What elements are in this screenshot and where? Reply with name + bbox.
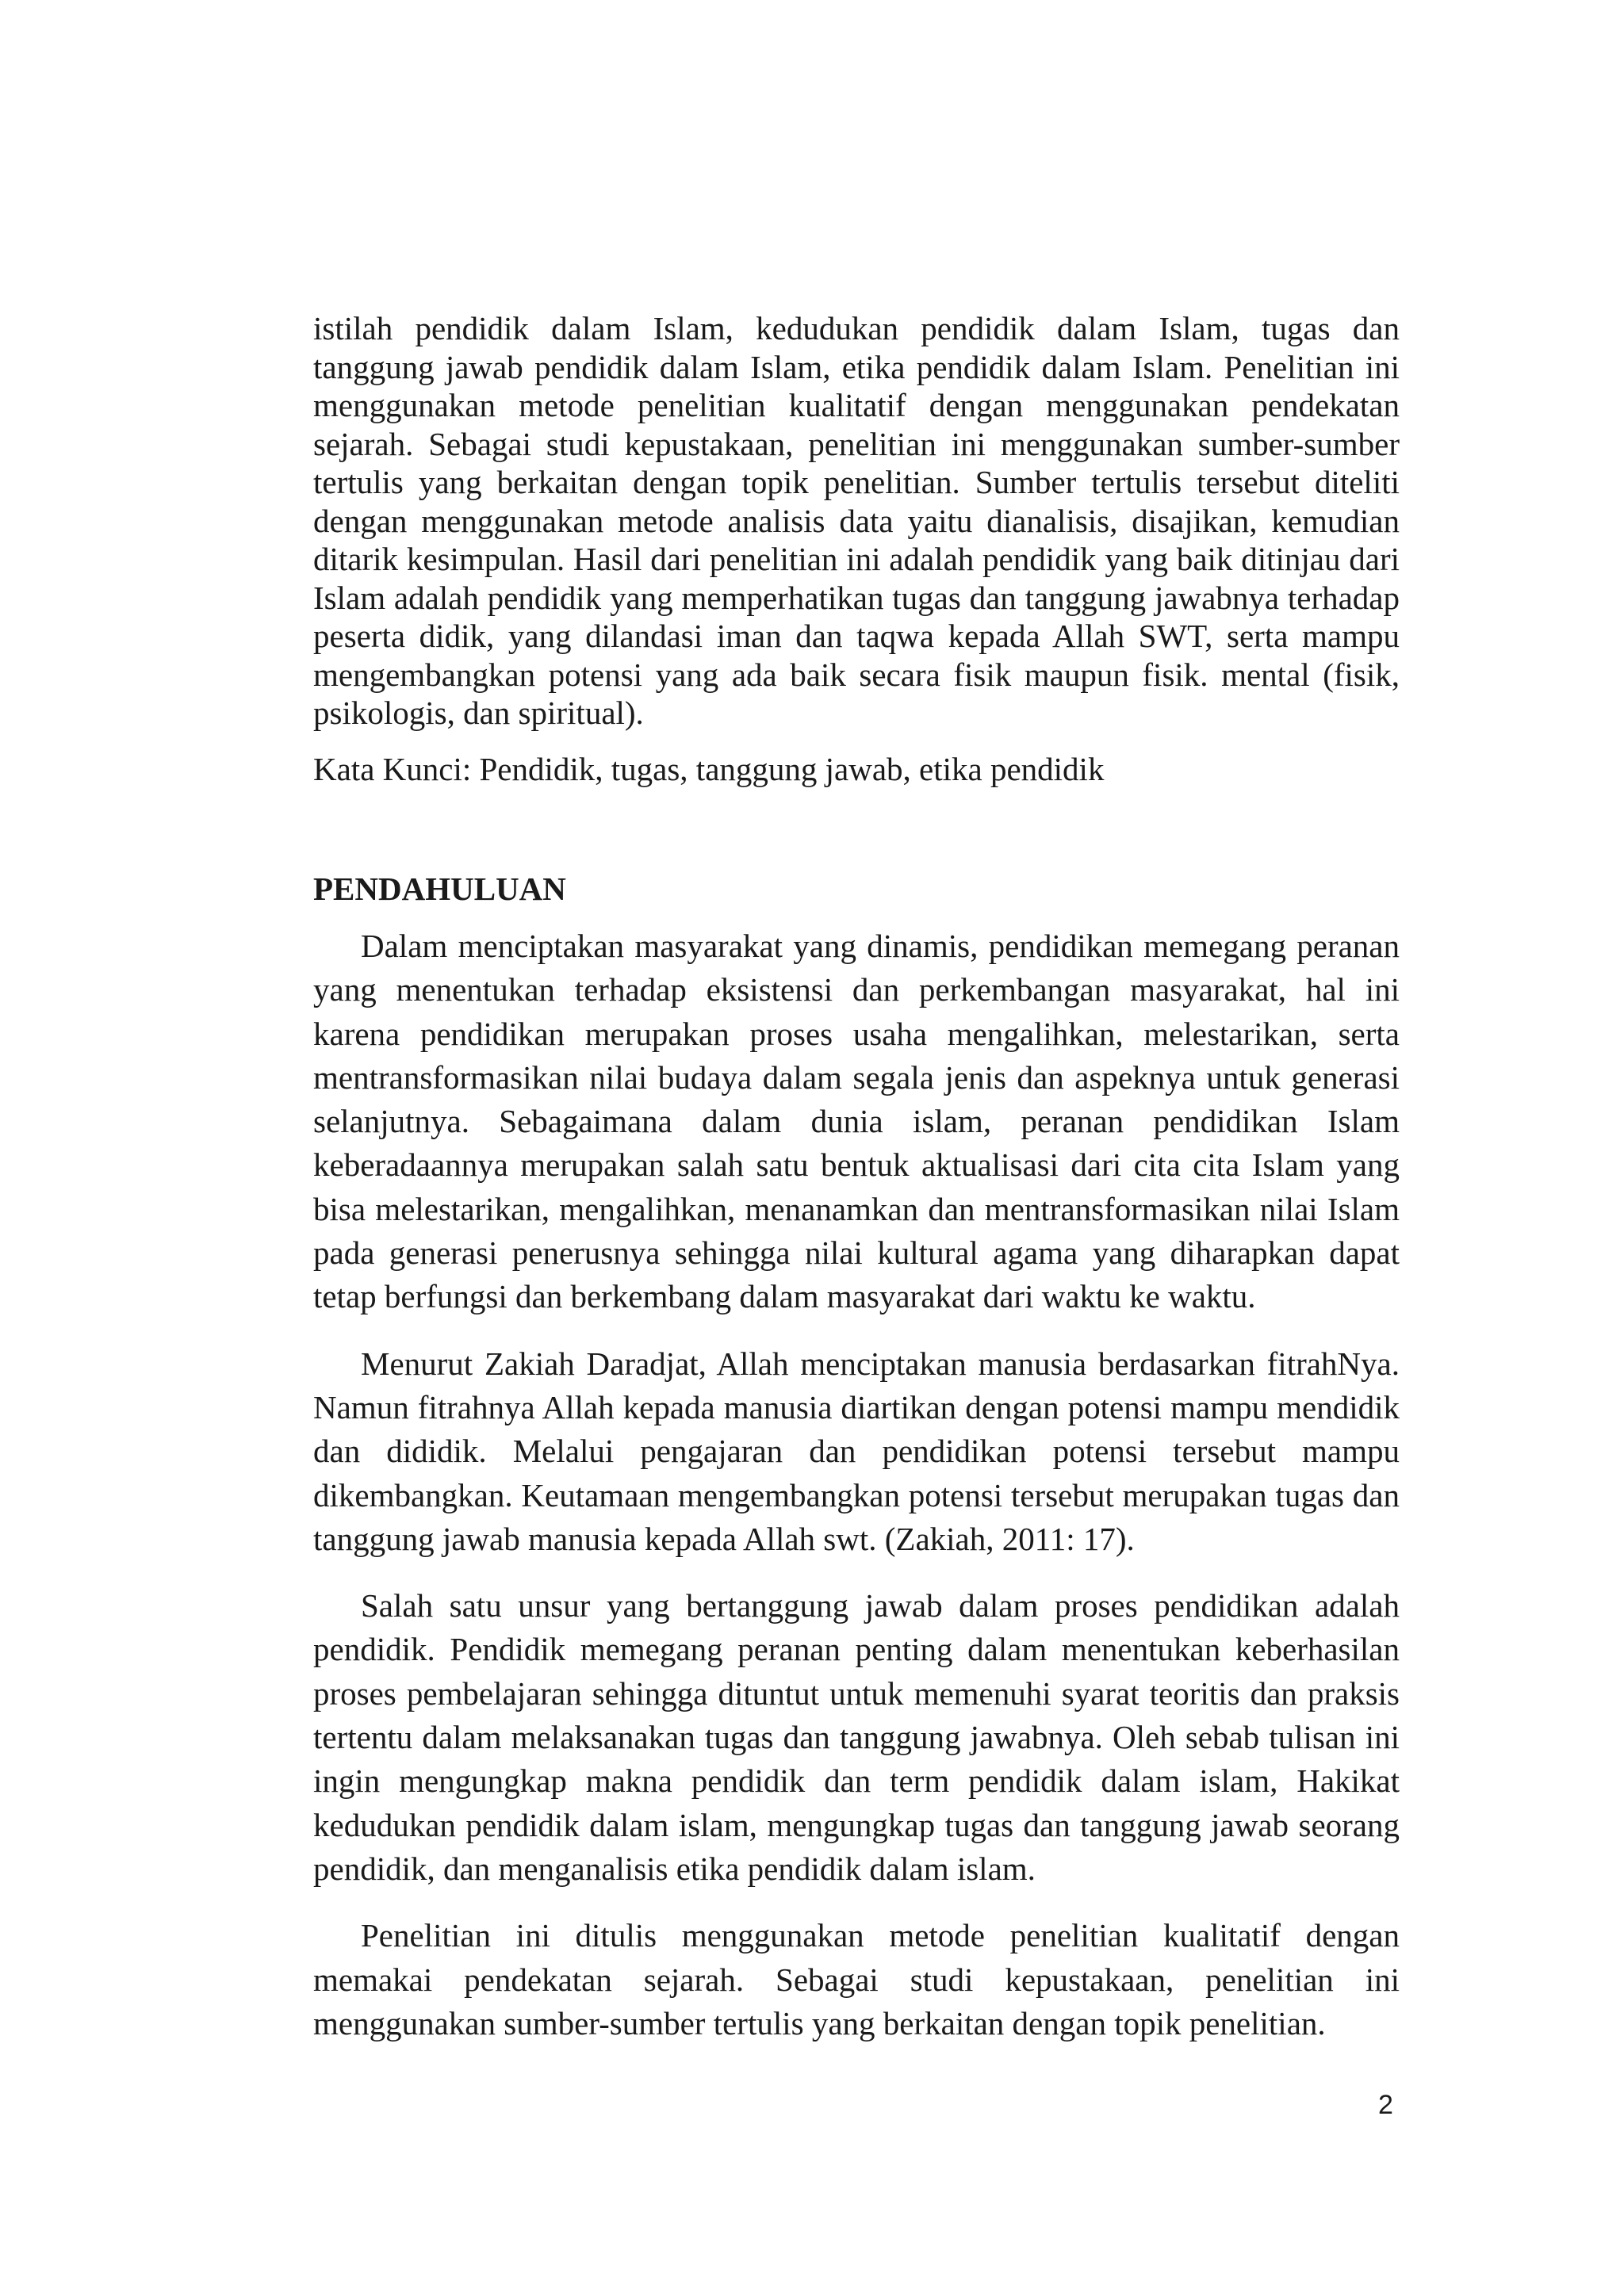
keywords-line: Kata Kunci: Pendidik, tugas, tanggung jawab, etika pendidik [313,750,1105,787]
body-paragraph: Menurut Zakiah Daradjat, Allah menciptakan manusia berdasarkan fitrahNya. Namun fitrahnya Allah kepada manusia diartikan dengan potensi mampu mendidik dan dididik. Melalui pengajaran dan pendidikan potensi tersebut mampu dikembangkan. Keutamaan mengembangkan potensi tersebut merupakan tugas dan tanggung jawab manusia kepada Allah swt. (Zakiah, 2011: 17). [313,1345,1400,1557]
abstract-paragraph: istilah pendidik dalam Islam, kedudukan pendidik dalam Islam, tugas dan tanggung jawab pendidik dalam Islam, etika pendidik dalam Islam. Penelitian ini menggunakan metode penelitian kualitatif dengan menggunakan pendekatan sejarah. Sebagai studi kepustakaan, penelitian ini menggunakan sumber-sumber tertulis yang berkaitan dengan topik penelitian. Sumber tertulis tersebut diteliti dengan menggunakan metode analisis data yaitu dianalisis, disajikan, kemudian ditarik kesimpulan. Hasil dari penelitian ini adalah pendidik yang baik ditinjau dari Islam adalah pendidik yang memperhatikan tugas dan tanggung jawabnya terhadap peserta didik, yang dilandasi iman dan taqwa kepada Allah SWT, serta mampu mengembangkan potensi yang ada baik secara fisik maupun fisik. mental (fisik, psikologis, dan spiritual). [313,310,1400,731]
body-paragraph: Salah satu unsur yang bertanggung jawab dalam proses pendidikan adalah pendidik. Pendidik memegang peranan penting dalam menentukan keberhasilan proses pembelajaran sehingga dituntut untuk memenuhi syarat teoritis dan praksis tertentu dalam melaksanakan tugas dan tanggung jawabnya. Oleh sebab tulisan ini ingin mengungkap makna pendidik dan term pendidik dalam islam, Hakikat kedudukan pendidik dalam islam, mengungkap tugas dan tanggung jawab seorang pendidik, dan menganalisis etika pendidik dalam islam. [313,1587,1400,1887]
section-heading: PENDAHULUAN [313,871,566,907]
document-page [313,309,1400,2068]
body-paragraph: Dalam menciptakan masyarakat yang dinamis, pendidikan memegang peranan yang menentukan terhadap eksistensi dan perkembangan masyarakat, hal ini karena pendidikan merupakan proses usaha mengalihkan, melestarikan, serta mentransformasikan nilai budaya dalam segala jenis dan aspeknya untuk generasi selanjutnya. Sebagaimana dalam dunia islam, peranan pendidikan Islam keberadaannya merupakan salah satu bentuk aktualisasi dari cita cita Islam yang bisa melestarikan, mengalihkan, menanamkan dan mentransformasikan nilai Islam pada generasi penerusnya sehingga nilai kultural agama yang diharapkan dapat tetap berfungsi dan berkembang dalam masyarakat dari waktu ke waktu. [313,928,1400,1315]
body-paragraph: Penelitian ini ditulis menggunakan metode penelitian kualitatif dengan memakai pendekatan sejarah. Sebagai studi kepustakaan, penelitian ini menggunakan sumber-sumber tertulis yang berkaitan dengan topik penelitian. [313,1917,1400,2042]
page-number: 2 [1378,2090,1393,2120]
